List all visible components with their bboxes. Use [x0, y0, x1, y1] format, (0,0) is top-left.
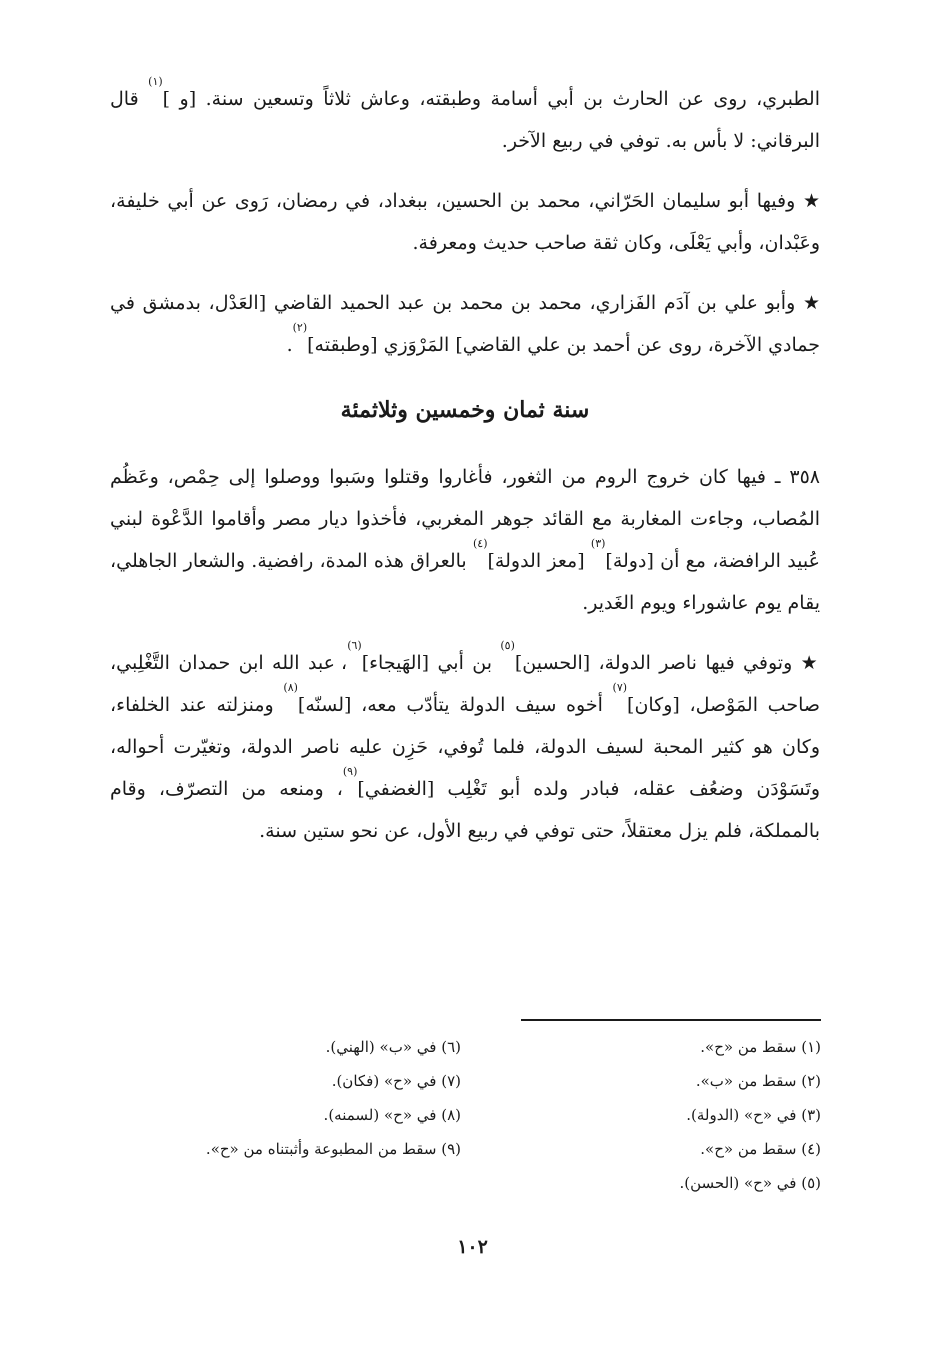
paragraph-text: ★ وتوفي فيها ناصر الدولة، [الحسين] — [514, 652, 820, 674]
page-body — [110, 75, 820, 870]
paragraph-text: [معز الدولة] — [487, 550, 591, 572]
paragraph-text: بالعراق هذه المدة، رافضية. والشعار الجاهلي، يقام يوم عاشوراء ويوم الغَدير. — [110, 550, 820, 614]
footnote-item: (٦) في «ب» (الهني). — [325, 1038, 461, 1056]
footnote-ref: (٧) — [612, 681, 628, 694]
footnote-ref: (٣) — [590, 537, 606, 550]
paragraph-text: ومنزلته عند الخلفاء، وكان هو كثير المحبة لسيف الدولة، فلما تُوفي، حَزِن عليه ناصر الدولة، وتغيّرت أحواله، وتَسَوْدَن وضعُف عقله، فبادر ولده أبو تَغْلِب [الغضفي] — [110, 694, 820, 800]
footnote-ref: (١) — [148, 75, 163, 88]
footnote-item: (٩) سقط من المطبوعة وأثبتناه من «ح». — [205, 1140, 461, 1158]
paragraph — [110, 639, 820, 852]
footnote-ref: (٨) — [283, 681, 298, 694]
footnotes — [131, 1030, 821, 1200]
footnote-item: (٢) سقط من «ب». — [695, 1072, 821, 1090]
paragraph-text: ، عبد الله ابن حمدان التَّغْلِبي، صاحب المَوْصل، [وكان] — [110, 652, 820, 716]
paragraph-text: قال البرقاني: لا بأس به. توفي في ربيع الآخر. — [110, 88, 820, 152]
footnotes-left-column — [131, 1030, 461, 1200]
footnotes-right-column — [501, 1030, 821, 1200]
footnote-ref: (٤) — [472, 537, 488, 550]
footnote-item: (١) سقط من «ح». — [700, 1038, 821, 1056]
paragraph-text: . — [286, 334, 293, 356]
paragraph-text: ★ وأبو علي بن آدَم الفَزاري، محمد بن محمد بن عبد الحميد القاضي [العَدْل، بدمشق في جمادي الآخرة، روى عن أحمد بن علي القاضي] المَرْوَزي [وطبقته] — [110, 292, 820, 356]
footnote-ref: (٩) — [342, 765, 358, 778]
paragraph — [110, 456, 820, 624]
paragraph-text: ★ وفيها أبو سليمان الحَرّاني، محمد بن الحسين، ببغداد، في رمضان، رَوى عن أبي خليفة، وعَبْدان، وأبي يَعْلَى، وكان ثقة صاحب حديث ومعرفة. — [110, 190, 820, 254]
footnote-item: (٤) سقط من «ح». — [700, 1140, 821, 1158]
footnote-ref: (٦) — [347, 639, 362, 652]
footnote-item: (٧) في «ح» (فكان). — [331, 1072, 461, 1090]
paragraphs-after-heading — [110, 456, 820, 852]
footnote-ref: (٥) — [500, 639, 515, 652]
footnote-ref: (٢) — [292, 321, 308, 334]
section-heading: سنة ثمان وخمسين وثلاثمئة — [340, 397, 590, 423]
footnote-divider — [521, 1019, 821, 1021]
footnote-item: (٣) في «ح» (الدولة). — [686, 1106, 821, 1124]
paragraphs-before-heading — [110, 75, 820, 366]
paragraph-text: ، ومنعه من التصرّف، وقام بالمملكة، فلم يزل معتقلاً، حتى توفي في ربيع الأول، عن نحو ستين سنة. — [110, 778, 820, 842]
footnote-item: (٥) في «ح» (الحسن). — [679, 1174, 821, 1192]
paragraph — [110, 75, 820, 162]
paragraph-text: الطبري، روى عن الحارث بن أبي أسامة وطبقته، وعاش ثلاثاً وتسعين سنة. [و ] — [162, 88, 820, 110]
paragraph-text: ٣٥٨ ـ فيها كان خروج الروم من الثغور، فأغاروا وقتلوا وسَبوا ووصلوا إلى حِمْص، وعَظُم المُصاب، وجاءت المغاربة مع القائد جوهر المغربي، فأخذوا ديار مصر وأقاموا الدَّعْوة لبني عُبيد الرافضة، مع أن [دولة] — [110, 466, 820, 572]
page-number: ١٠٢ — [457, 1236, 488, 1258]
paragraph-text: بن أبي [الهَيجاء] — [361, 652, 501, 674]
paragraph — [110, 282, 820, 366]
footnote-item: (٨) في «ح» (لسمنه). — [323, 1106, 461, 1124]
paragraph — [110, 180, 820, 264]
paragraph-text: أخوه سيف الدولة يتأدّب معه، [لسنّه] — [297, 694, 613, 716]
